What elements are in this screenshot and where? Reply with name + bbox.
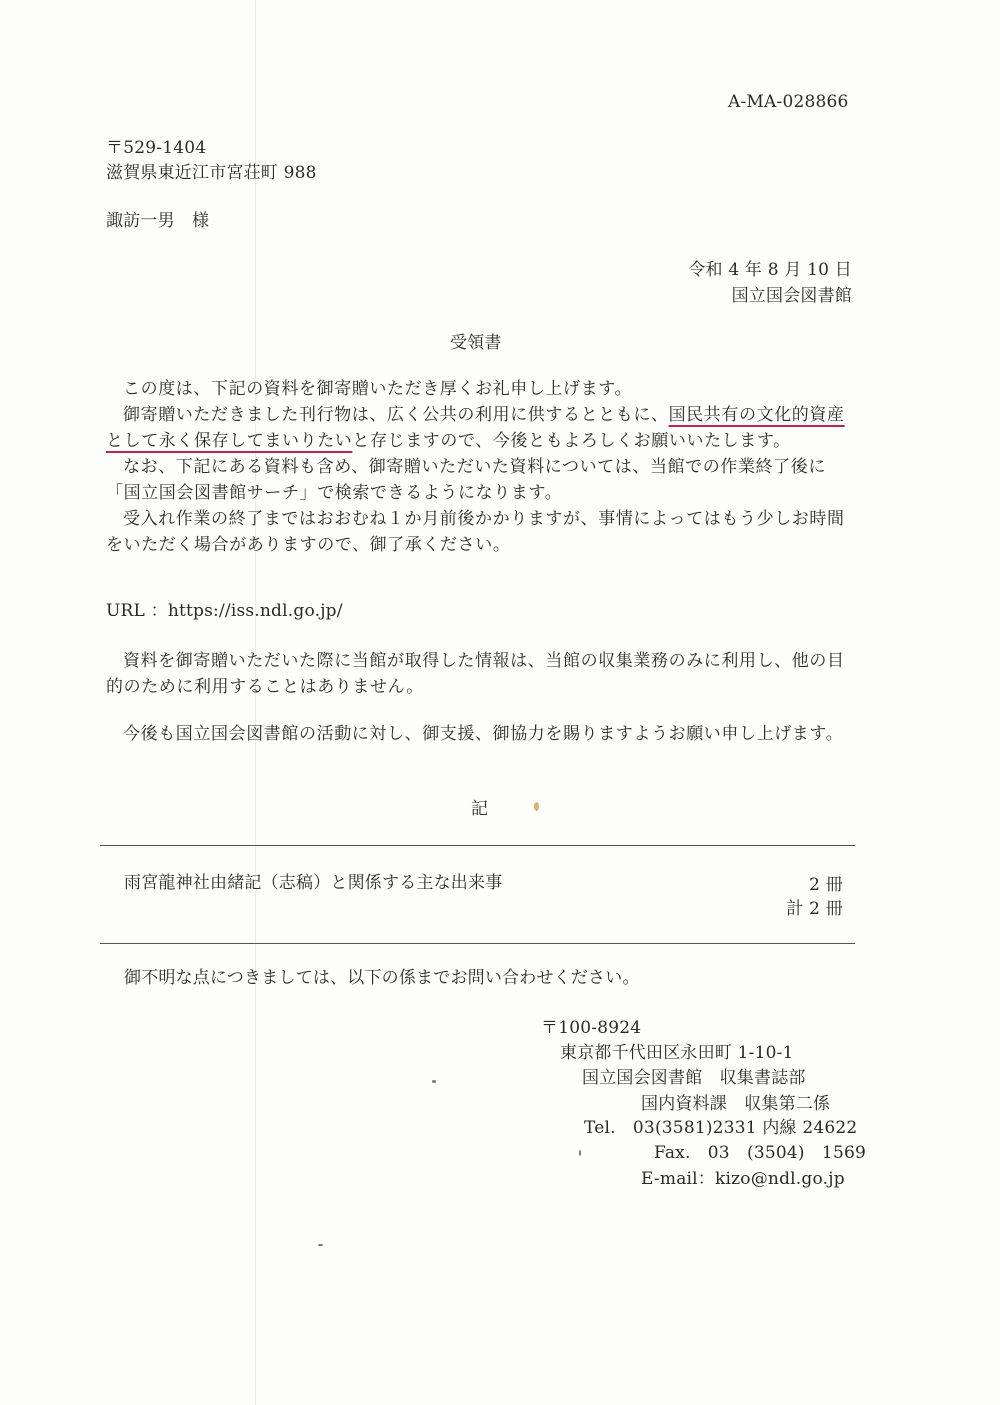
item-count: 2 冊 xyxy=(809,875,843,895)
item-bottom-rule xyxy=(100,943,855,944)
document-number: A-MA-028866 xyxy=(728,92,849,112)
sender-name: 国立国会図書館 xyxy=(731,286,852,306)
paper-speck xyxy=(318,1244,323,1246)
paper-speck xyxy=(579,1150,581,1156)
body-paragraph-thanks: この度は、下記の資料を御寄贈いただき厚くお礼申し上げます。 xyxy=(123,379,633,399)
preservation-text-after: と存じますので、今後ともよろしくお願いいたします。 xyxy=(352,431,791,451)
contact-email: E-mail：kizo@ndl.go.jp xyxy=(641,1169,845,1189)
paper-stain xyxy=(534,802,539,811)
contact-fax: Fax. 03 (3504) 1569 xyxy=(654,1143,866,1163)
ki-heading: 記 xyxy=(471,799,489,819)
paper-speck xyxy=(432,1080,436,1083)
contact-address: 東京都千代田区永田町 1-10-1 xyxy=(560,1043,794,1063)
document-title: 受領書 xyxy=(450,333,502,353)
closing-text xyxy=(106,721,861,747)
item-total: 計 2 冊 xyxy=(786,899,843,919)
issue-date: 令和 4 年 8 月 10 日 xyxy=(688,260,852,280)
contact-postal-code: 〒100-8924 xyxy=(541,1018,642,1038)
contact-section: 国内資料課 収集第二係 xyxy=(641,1094,831,1114)
body-paragraph-preservation xyxy=(106,402,861,454)
body-text xyxy=(106,376,861,558)
item-title: 雨宮龍神社由緒記（志稿）と関係する主な出来事 xyxy=(124,873,503,893)
recipient-address: 滋賀県東近江市宮荘町 988 xyxy=(106,163,317,183)
preservation-text-before: 御寄贈いただきました刊行物は、広く公共の利用に供するとともに、 xyxy=(123,405,669,425)
item-top-rule xyxy=(100,845,855,846)
fold-crease xyxy=(255,0,256,1405)
body-paragraph-processing: 受入れ作業の終了まではおおむね１か月前後かかりますが、事情によってはもう少しお時間をいただく場合がありますので、御了承ください。 xyxy=(106,509,845,555)
contact-department: 国立国会図書館 収集書誌部 xyxy=(582,1068,806,1088)
recipient-name: 諏訪一男 様 xyxy=(106,211,210,231)
body-paragraph-search: なお、下記にある資料も含め、御寄贈いただいた資料については、当館での作業終了後に「国立国会図書館サーチ」で検索できるようになります。 xyxy=(106,457,826,503)
highlighted-phrase: 国民共有の文化的資産として永く保存してまいりたい xyxy=(106,405,845,451)
privacy-text xyxy=(106,648,861,700)
inquiry-text: 御不明な点につきましては、以下の係までお問い合わせください。 xyxy=(124,968,640,988)
closing-paragraph: 今後も国立国会図書館の活動に対し、御支援、御協力を賜りますようお願い申し上げます。 xyxy=(123,724,844,744)
url-line: URL ：https://iss.ndl.go.jp/ xyxy=(106,601,343,621)
privacy-paragraph: 資料を御寄贈いただいた際に当館が取得した情報は、当館の収集業務のみに利用し、他の目的のために利用することはありません。 xyxy=(106,651,845,697)
recipient-postal-code: 〒529-1404 xyxy=(106,138,207,158)
contact-telephone: Tel. 03(3581)2331 内線 24622 xyxy=(584,1118,858,1138)
